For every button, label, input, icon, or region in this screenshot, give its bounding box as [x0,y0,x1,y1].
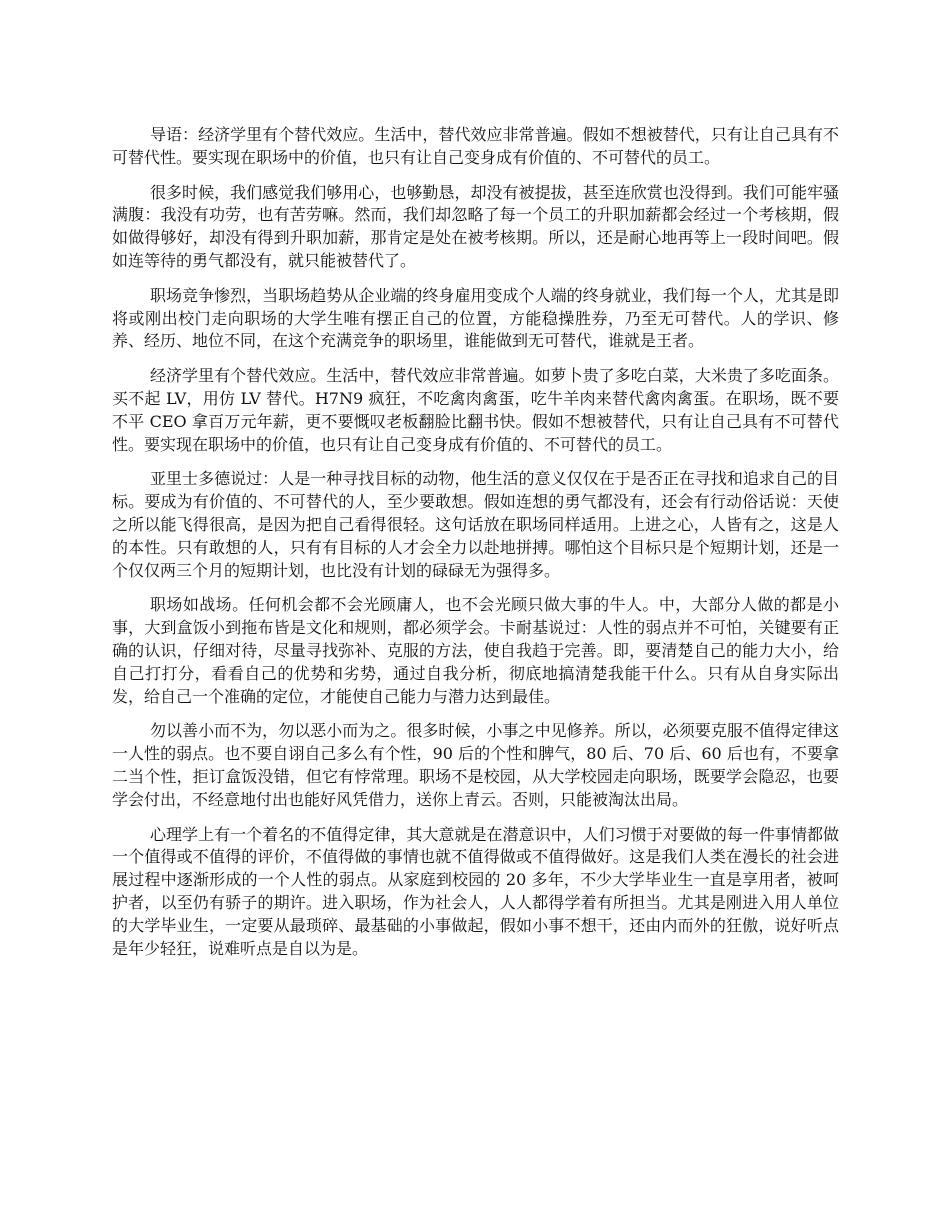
paragraph-workplace-competition: 职场竞争惨烈，当职场趋势从企业端的终身雇用变成个人端的终身就业，我们每一个人，尤其是即将或刚出校门走向职场的大学生唯有摆正自己的位置，方能稳操胜券，乃至无可替代。人的学识、修养、经历、地位不同，在这个充满竞争的职场里，谁能做到无可替代，谁就是王者。 [112,285,839,351]
document-body [112,124,839,972]
paragraph-intro: 导语：经济学里有个替代效应。生活中，替代效应非常普遍。假如不想被替代，只有让自己具有不可替代性。要实现在职场中的价值，也只有让自己变身成有价值的、不可替代的员工。 [112,125,839,167]
paragraph-aristotle-goals: 亚里士多德说过：人是一种寻找目标的动物，他生活的意义仅仅在于是否正在寻找和追求自己的目标。要成为有价值的、不可替代的人，至少要敢想。假如连想的勇气都没有，还会有行动俗话说：天使之所以能飞得很高，是因为把自己看得很轻。这句话放在职场同样适用。上进之心，人皆有之，这是人的本性。只有敢想的人，只有有目标的人才会全力以赴地拼搏。哪怕这个目标只是个短期计划，还是一个仅仅两三个月的短期计划，也比没有计划的碌碌无为强得多。 [112,469,839,580]
paragraph-not-worth-law: 心理学上有一个着名的不值得定律，其大意就是在潜意识中，人们习惯于对要做的每一件事情都做一个值得或不值得的评价，不值得做的事情也就不值得做或不值得做好。这是我们人类在漫长的社会进展过程中逐渐形成的一个人性的弱点。从家庭到校园的 20 多年，不少大学毕业生一直是享用者，被呵护者，以至仍有骄子的期许。进入职场，作为社会人，人人都得学着有所担当。尤其是刚进入用人单位的大学毕业生，一定要从最琐碎、最基础的小事做起，假如小事不想干，还由内而外的狂傲，说好听点是年少轻狂，说难听点是自以为是。 [112,824,839,958]
paragraph-workplace-battlefield: 职场如战场。任何机会都不会光顾庸人，也不会光顾只做大事的牛人。中，大部分人做的都是小事，大到盒饭小到拖布皆是文化和规则，都必须学会。卡耐基说过：人性的弱点并不可怕，关键要有正确的认识，仔细对待，尽量寻找弥补、克服的方法，使自我趋于完善。即，要清楚自己的能力大小，给自己打打分，看看自己的优势和劣势，通过自我分析，彻底地搞清楚我能干什么。只有从自身实际出发，给自己一个准确的定位，才能使自己能力与潜力达到最佳。 [112,595,839,706]
paragraph-promotion-patience: 很多时候，我们感觉我们够用心，也够勤恳，却没有被提拔，甚至连欣赏也没得到。我们可能牢骚满腹：我没有功劳，也有苦劳嘛。然而，我们却忽略了每一个员工的升职加薪都会经过一个考核期，假如做得够好，却没有得到升职加薪，那肯定是处在被考核期。所以，还是耐心地再等上一段时间吧。假如连等待的勇气都没有，就只能被替代了。 [112,182,839,270]
paragraph-small-things: 勿以善小而不为，勿以恶小而为之。很多时候，小事之中见修养。所以，必须要克服不值得定律这一人性的弱点。也不要自诩自己多么有个性，90 后的个性和脾气，80 后、70 后、60 后也有，不要拿二当个性，拒订盒饭没错，但它有悖常理。职场不是校园，从大学校园走向职场，既要学会隐忍，也要学会付出，不经意地付出也能好风凭借力，送你上青云。否则，只能被淘汰出局。 [112,721,839,809]
paragraph-substitution-effect: 经济学里有个替代效应。生活中，替代效应非常普遍。如萝卜贵了多吃白菜，大米贵了多吃面条。买不起 LV，用仿 LV 替代。H7N9 疯狂，不吃禽肉禽蛋，吃牛羊肉来替代禽肉禽蛋。在职场，既不要不平 CEO 拿百万元年薪，更不要慨叹老板翻脸比翻书快。假如不想被替代，只有让自己具有不可替代性。要实现在职场中的价值，也只有让自己变身成有价值的、不可替代的员工。 [112,366,839,454]
